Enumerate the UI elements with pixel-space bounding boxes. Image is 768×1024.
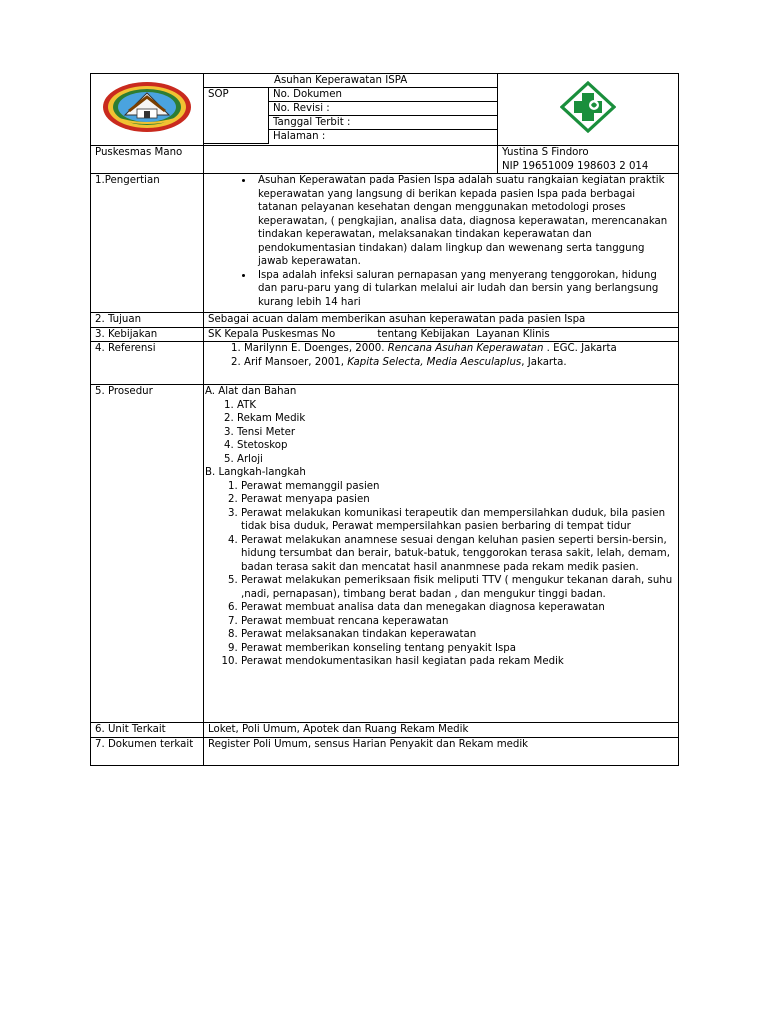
langkah-item: 2. Perawat menyapa pasien: [241, 493, 674, 507]
org-row-blank: [204, 146, 498, 174]
langkah-item: 8. Perawat melaksanakan tindakan keperawatan: [241, 628, 674, 642]
row-label-pengertian: 1.Pengertian: [91, 174, 204, 313]
section-langkah-heading: B. Langkah-langkah: [205, 467, 306, 478]
field-no-revisi: No. Revisi :: [269, 102, 498, 116]
alat-item: 5. Arloji: [237, 453, 674, 467]
row-label-kebijakan: 3. Kebijakan: [91, 327, 204, 342]
document-title: Asuhan Keperawatan ISPA: [204, 74, 497, 88]
row-label-prosedur: 5. Prosedur: [91, 385, 204, 723]
signatory-cell: [498, 146, 679, 174]
alat-item: 4. Stetoskop: [237, 439, 674, 453]
sop-document: [90, 73, 678, 766]
regional-emblem-icon: [101, 81, 193, 133]
sop-table: [90, 73, 679, 766]
row-label-referensi: 4. Referensi: [91, 342, 204, 385]
section-alat-heading: A. Alat dan Bahan: [205, 386, 297, 397]
tujuan-text: Sebagai acuan dalam memberikan asuhan keperawatan pada pasien Ispa: [204, 313, 679, 328]
field-halaman: Halaman :: [269, 130, 498, 144]
row-label-dokumen-terkait: 7. Dokumen terkait: [91, 737, 204, 765]
sop-label: SOP: [204, 88, 269, 144]
referensi-content: [204, 342, 679, 385]
prosedur-content: [204, 385, 679, 723]
referensi-list: [208, 342, 674, 369]
pengertian-content: [204, 174, 679, 313]
puskesmas-logo-icon: [560, 81, 616, 133]
reference-item: 1. Marilynn E. Doenges, 2000. Rencana Asuhan Keperawatan . EGC. Jakarta: [244, 342, 674, 356]
langkah-item: 9. Perawat memberikan konseling tentang penyakit Ispa: [241, 642, 674, 656]
pengertian-item: • Asuhan Keperawatan pada Pasien Ispa adalah suatu rangkaian kegiatan praktik keperawatan yang langsung di berikan kepada pasien Ispa pada berbagai tatanan pelayanan kesehatan dengan menggunakan metodologi proses keperawatan, ( pengkajian, analisa data, diagnosa keperawatan, merencanakan tindakan keperawatan, melaksanakan tindakan keperawatan dan pendokumentasian tindakan) dalam lingkup dan wewenang serta tanggung jawab keperawatan.: [254, 174, 674, 269]
regional-logo-cell: [91, 74, 204, 146]
row-label-tujuan: 2. Tujuan: [91, 313, 204, 328]
langkah-item: 4. Perawat melakukan anamnese sesuai dengan keluhan pasien seperti bersin-bersin, hidung tersumbat dan berair, batuk-batuk, tenggorokan terasa sakit, lelah, demam, badan terasa sakit dan mencatat hasil ananmnese pada rekam medik pasien.: [241, 534, 674, 575]
kebijakan-text: SK Kepala Puskesmas No tentang Kebijakan Layanan Klinis: [204, 327, 679, 342]
org-name: Puskesmas Mano: [91, 146, 204, 174]
alat-item: 2. Rekam Medik: [237, 412, 674, 426]
puskesmas-logo-cell: [498, 74, 679, 146]
pengertian-list: [208, 174, 674, 309]
dokumen-terkait-text: Register Poli Umum, sensus Harian Penyakit dan Rekam medik: [204, 737, 679, 765]
langkah-list: [205, 480, 674, 669]
langkah-item: 6. Perawat membuat analisa data dan menegakan diagnosa keperawatan: [241, 601, 674, 615]
pengertian-item: • Ispa adalah infeksi saluran pernapasan yang menyerang tenggorokan, hidung dan paru-paru yang di tularkan melalui air ludah dan bersin yang berlangsung kurang lebih 14 hari: [254, 269, 674, 310]
alat-list: [205, 399, 674, 467]
reference-item: 2. Arif Mansoer, 2001, Kapita Selecta, Media Aesculaplus, Jakarta.: [244, 356, 674, 370]
signatory-nip: NIP 19651009 198603 2 014: [502, 160, 649, 172]
unit-terkait-text: Loket, Poli Umum, Apotek dan Ruang Rekam Medik: [204, 723, 679, 738]
field-tanggal-terbit: Tanggal Terbit :: [269, 116, 498, 130]
langkah-item: 1. Perawat memanggil pasien: [241, 480, 674, 494]
field-no-dokumen: No. Dokumen: [269, 88, 498, 102]
langkah-item: 10. Perawat mendokumentasikan hasil kegiatan pada rekam Medik: [241, 655, 674, 669]
signatory-name: Yustina S Findoro: [502, 147, 589, 158]
row-label-unit-terkait: 6. Unit Terkait: [91, 723, 204, 738]
langkah-item: 5. Perawat melakukan pemeriksaan fisik meliputi TTV ( mengukur tekanan darah, suhu ,nadi, pernapasan), timbang berat badan , dan mengukur tinggi badan.: [241, 574, 674, 601]
alat-item: 3. Tensi Meter: [237, 426, 674, 440]
langkah-item: 3. Perawat melakukan komunikasi terapeutik dan mempersilahkan duduk, bila pasien tidak bisa duduk, Perawat mempersilahkan pasien berbaring di tempat tidur: [241, 507, 674, 534]
langkah-item: 7. Perawat membuat rencana keperawatan: [241, 615, 674, 629]
alat-item: 1. ATK: [237, 399, 674, 413]
